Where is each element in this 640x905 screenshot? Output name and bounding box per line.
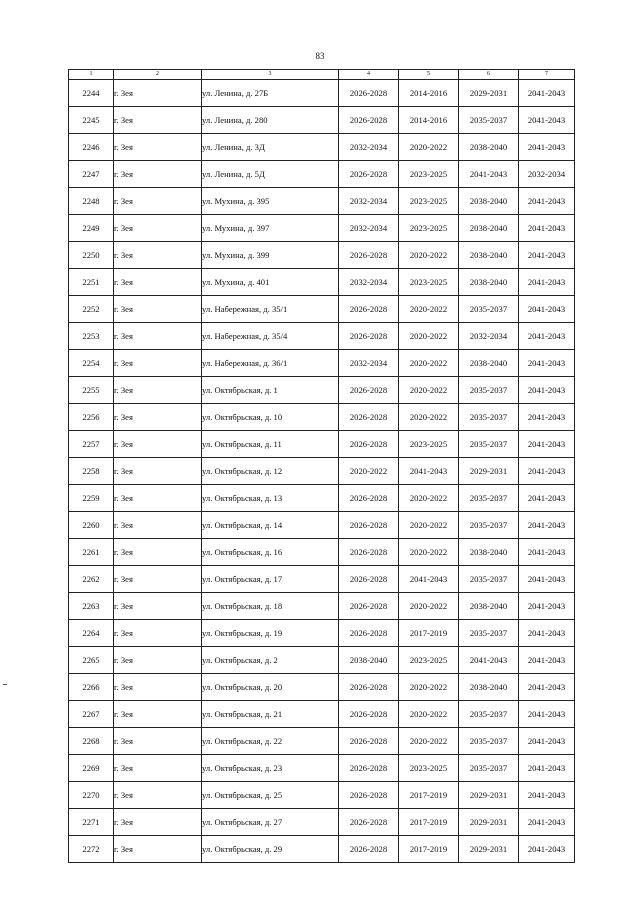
period-cell: 2017-2019 <box>399 782 459 809</box>
period-cell: 2041-2043 <box>519 836 575 863</box>
city-cell: г. Зея <box>114 458 202 485</box>
period-cell: 2041-2043 <box>519 809 575 836</box>
period-cell: 2032-2034 <box>339 134 399 161</box>
address-cell: ул. Мухина, д. 399 <box>202 242 339 269</box>
row-number-cell: 2270 <box>69 782 114 809</box>
address-cell: ул. Октябрьская, д. 16 <box>202 539 339 566</box>
table-row <box>69 404 575 431</box>
row-number-cell: 2251 <box>69 269 114 296</box>
city-cell: г. Зея <box>114 512 202 539</box>
table-row <box>69 107 575 134</box>
period-cell: 2020-2022 <box>399 377 459 404</box>
period-cell: 2035-2037 <box>459 377 519 404</box>
period-cell: 2041-2043 <box>519 377 575 404</box>
period-cell: 2041-2043 <box>519 323 575 350</box>
table-row <box>69 836 575 863</box>
period-cell: 2026-2028 <box>339 674 399 701</box>
period-cell: 2026-2028 <box>339 755 399 782</box>
period-cell: 2026-2028 <box>339 377 399 404</box>
column-number: 5 <box>399 70 459 80</box>
period-cell: 2041-2043 <box>519 620 575 647</box>
address-cell: ул. Октябрьская, д. 22 <box>202 728 339 755</box>
period-cell: 2041-2043 <box>399 566 459 593</box>
address-cell: ул. Ленина, д. 3Д <box>202 134 339 161</box>
period-cell: 2041-2043 <box>519 539 575 566</box>
period-cell: 2029-2031 <box>459 458 519 485</box>
city-cell: г. Зея <box>114 620 202 647</box>
period-cell: 2041-2043 <box>519 728 575 755</box>
period-cell: 2041-2043 <box>519 242 575 269</box>
period-cell: 2038-2040 <box>459 215 519 242</box>
period-cell: 2038-2040 <box>459 188 519 215</box>
period-cell: 2026-2028 <box>339 809 399 836</box>
period-cell: 2035-2037 <box>459 107 519 134</box>
period-cell: 2026-2028 <box>339 728 399 755</box>
address-cell: ул. Октябрьская, д. 25 <box>202 782 339 809</box>
row-number-cell: 2255 <box>69 377 114 404</box>
address-cell: ул. Октябрьская, д. 20 <box>202 674 339 701</box>
period-cell: 2026-2028 <box>339 80 399 107</box>
table-row <box>69 485 575 512</box>
row-number-cell: 2268 <box>69 728 114 755</box>
city-cell: г. Зея <box>114 809 202 836</box>
period-cell: 2038-2040 <box>459 539 519 566</box>
period-cell: 2041-2043 <box>519 485 575 512</box>
period-cell: 2020-2022 <box>399 593 459 620</box>
table-row <box>69 755 575 782</box>
column-number: 1 <box>69 70 114 80</box>
table-row <box>69 782 575 809</box>
table-row <box>69 134 575 161</box>
period-cell: 2026-2028 <box>339 485 399 512</box>
column-number: 2 <box>114 70 202 80</box>
address-cell: ул. Октябрьская, д. 17 <box>202 566 339 593</box>
period-cell: 2035-2037 <box>459 296 519 323</box>
city-cell: г. Зея <box>114 296 202 323</box>
table-row <box>69 188 575 215</box>
table-row <box>69 431 575 458</box>
city-cell: г. Зея <box>114 485 202 512</box>
period-cell: 2026-2028 <box>339 701 399 728</box>
table-row <box>69 323 575 350</box>
address-cell: ул. Октябрьская, д. 2 <box>202 647 339 674</box>
address-cell: ул. Мухина, д. 397 <box>202 215 339 242</box>
address-cell: ул. Ленина, д. 280 <box>202 107 339 134</box>
city-cell: г. Зея <box>114 593 202 620</box>
period-cell: 2026-2028 <box>339 512 399 539</box>
period-cell: 2023-2025 <box>399 755 459 782</box>
period-cell: 2041-2043 <box>519 782 575 809</box>
row-number-cell: 2264 <box>69 620 114 647</box>
city-cell: г. Зея <box>114 647 202 674</box>
table-row <box>69 269 575 296</box>
period-cell: 2020-2022 <box>399 323 459 350</box>
table-row <box>69 242 575 269</box>
row-number-cell: 2259 <box>69 485 114 512</box>
row-number-cell: 2254 <box>69 350 114 377</box>
city-cell: г. Зея <box>114 701 202 728</box>
address-cell: ул. Набережная, д. 36/1 <box>202 350 339 377</box>
table-row <box>69 377 575 404</box>
table-row <box>69 620 575 647</box>
period-cell: 2023-2025 <box>399 431 459 458</box>
city-cell: г. Зея <box>114 134 202 161</box>
table-row <box>69 728 575 755</box>
city-cell: г. Зея <box>114 107 202 134</box>
city-cell: г. Зея <box>114 431 202 458</box>
city-cell: г. Зея <box>114 566 202 593</box>
row-number-cell: 2267 <box>69 701 114 728</box>
period-cell: 2023-2025 <box>399 647 459 674</box>
address-cell: ул. Октябрьская, д. 27 <box>202 809 339 836</box>
period-cell: 2023-2025 <box>399 161 459 188</box>
city-cell: г. Зея <box>114 728 202 755</box>
period-cell: 2026-2028 <box>339 431 399 458</box>
row-number-cell: 2249 <box>69 215 114 242</box>
address-cell: ул. Октябрьская, д. 21 <box>202 701 339 728</box>
table-row <box>69 161 575 188</box>
table-row <box>69 512 575 539</box>
table-row <box>69 566 575 593</box>
city-cell: г. Зея <box>114 215 202 242</box>
table-row <box>69 674 575 701</box>
period-cell: 2032-2034 <box>339 215 399 242</box>
address-cell: ул. Октябрьская, д. 18 <box>202 593 339 620</box>
city-cell: г. Зея <box>114 188 202 215</box>
city-cell: г. Зея <box>114 674 202 701</box>
period-cell: 2032-2034 <box>519 161 575 188</box>
period-cell: 2014-2016 <box>399 107 459 134</box>
city-cell: г. Зея <box>114 539 202 566</box>
period-cell: 2020-2022 <box>399 296 459 323</box>
row-number-cell: 2266 <box>69 674 114 701</box>
address-cell: ул. Мухина, д. 401 <box>202 269 339 296</box>
period-cell: 2014-2016 <box>399 80 459 107</box>
period-cell: 2029-2031 <box>459 80 519 107</box>
page-number: 83 <box>315 51 325 61</box>
row-number-cell: 2269 <box>69 755 114 782</box>
row-number-cell: 2265 <box>69 647 114 674</box>
period-cell: 2026-2028 <box>339 323 399 350</box>
address-cell: ул. Мухина, д. 395 <box>202 188 339 215</box>
period-cell: 2038-2040 <box>459 134 519 161</box>
table-row <box>69 296 575 323</box>
period-cell: 2020-2022 <box>399 512 459 539</box>
period-cell: 2041-2043 <box>519 404 575 431</box>
table-row <box>69 215 575 242</box>
address-cell: ул. Набережная, д. 35/1 <box>202 296 339 323</box>
period-cell: 2041-2043 <box>519 80 575 107</box>
period-cell: 2032-2034 <box>339 350 399 377</box>
city-cell: г. Зея <box>114 782 202 809</box>
period-cell: 2041-2043 <box>459 161 519 188</box>
period-cell: 2035-2037 <box>459 620 519 647</box>
table-row <box>69 593 575 620</box>
period-cell: 2041-2043 <box>519 755 575 782</box>
row-number-cell: 2252 <box>69 296 114 323</box>
period-cell: 2029-2031 <box>459 836 519 863</box>
address-cell: ул. Октябрьская, д. 23 <box>202 755 339 782</box>
address-cell: ул. Октябрьская, д. 14 <box>202 512 339 539</box>
period-cell: 2041-2043 <box>519 107 575 134</box>
period-cell: 2032-2034 <box>339 269 399 296</box>
period-cell: 2038-2040 <box>459 350 519 377</box>
period-cell: 2026-2028 <box>339 782 399 809</box>
period-cell: 2041-2043 <box>519 350 575 377</box>
period-cell: 2041-2043 <box>459 647 519 674</box>
city-cell: г. Зея <box>114 323 202 350</box>
period-cell: 2020-2022 <box>399 485 459 512</box>
city-cell: г. Зея <box>114 836 202 863</box>
period-cell: 2023-2025 <box>399 188 459 215</box>
city-cell: г. Зея <box>114 755 202 782</box>
row-number-cell: 2245 <box>69 107 114 134</box>
period-cell: 2041-2043 <box>519 296 575 323</box>
period-cell: 2026-2028 <box>339 620 399 647</box>
address-cell: ул. Октябрьская, д. 13 <box>202 485 339 512</box>
period-cell: 2020-2022 <box>339 458 399 485</box>
period-cell: 2017-2019 <box>399 809 459 836</box>
period-cell: 2026-2028 <box>339 593 399 620</box>
table-row <box>69 701 575 728</box>
period-cell: 2035-2037 <box>459 566 519 593</box>
table-body <box>69 70 575 863</box>
period-cell: 2035-2037 <box>459 728 519 755</box>
table-row <box>69 80 575 107</box>
row-number-cell: 2260 <box>69 512 114 539</box>
period-cell: 2038-2040 <box>459 242 519 269</box>
table-row <box>69 809 575 836</box>
period-cell: 2035-2037 <box>459 701 519 728</box>
period-cell: 2026-2028 <box>339 404 399 431</box>
city-cell: г. Зея <box>114 242 202 269</box>
table-row <box>69 647 575 674</box>
row-number-cell: 2263 <box>69 593 114 620</box>
period-cell: 2026-2028 <box>339 836 399 863</box>
city-cell: г. Зея <box>114 269 202 296</box>
period-cell: 2020-2022 <box>399 242 459 269</box>
period-cell: 2032-2034 <box>459 323 519 350</box>
period-cell: 2020-2022 <box>399 350 459 377</box>
period-cell: 2035-2037 <box>459 512 519 539</box>
address-cell: ул. Октябрьская, д. 1 <box>202 377 339 404</box>
address-cell: ул. Октябрьская, д. 11 <box>202 431 339 458</box>
row-number-cell: 2256 <box>69 404 114 431</box>
table-row <box>69 350 575 377</box>
row-number-cell: 2244 <box>69 80 114 107</box>
period-cell: 2041-2043 <box>519 512 575 539</box>
period-cell: 2032-2034 <box>339 188 399 215</box>
period-cell: 2041-2043 <box>519 431 575 458</box>
address-cell: ул. Октябрьская, д. 29 <box>202 836 339 863</box>
period-cell: 2020-2022 <box>399 701 459 728</box>
address-cell: ул. Октябрьская, д. 12 <box>202 458 339 485</box>
period-cell: 2029-2031 <box>459 782 519 809</box>
city-cell: г. Зея <box>114 404 202 431</box>
period-cell: 2038-2040 <box>459 674 519 701</box>
column-number: 3 <box>202 70 339 80</box>
period-cell: 2038-2040 <box>339 647 399 674</box>
period-cell: 2026-2028 <box>339 539 399 566</box>
period-cell: 2041-2043 <box>519 647 575 674</box>
period-cell: 2035-2037 <box>459 755 519 782</box>
period-cell: 2041-2043 <box>519 674 575 701</box>
address-cell: ул. Набережная, д. 35/4 <box>202 323 339 350</box>
table-row <box>69 458 575 485</box>
period-cell: 2041-2043 <box>519 215 575 242</box>
period-cell: 2041-2043 <box>399 458 459 485</box>
period-cell: 2029-2031 <box>459 809 519 836</box>
table-row <box>69 539 575 566</box>
period-cell: 2026-2028 <box>339 107 399 134</box>
period-cell: 2041-2043 <box>519 566 575 593</box>
row-number-cell: 2258 <box>69 458 114 485</box>
period-cell: 2041-2043 <box>519 701 575 728</box>
period-cell: 2041-2043 <box>519 188 575 215</box>
period-cell: 2038-2040 <box>459 593 519 620</box>
period-cell: 2038-2040 <box>459 269 519 296</box>
period-cell: 2041-2043 <box>519 269 575 296</box>
period-cell: 2026-2028 <box>339 161 399 188</box>
scan-mark <box>3 684 7 685</box>
period-cell: 2020-2022 <box>399 134 459 161</box>
period-cell: 2023-2025 <box>399 269 459 296</box>
city-cell: г. Зея <box>114 377 202 404</box>
period-cell: 2026-2028 <box>339 242 399 269</box>
address-cell: ул. Ленина, д. 5Д <box>202 161 339 188</box>
period-cell: 2026-2028 <box>339 296 399 323</box>
row-number-cell: 2257 <box>69 431 114 458</box>
row-number-cell: 2253 <box>69 323 114 350</box>
period-cell: 2035-2037 <box>459 404 519 431</box>
row-number-cell: 2261 <box>69 539 114 566</box>
period-cell: 2041-2043 <box>519 458 575 485</box>
column-number: 6 <box>459 70 519 80</box>
period-cell: 2020-2022 <box>399 674 459 701</box>
column-number: 7 <box>519 70 575 80</box>
city-cell: г. Зея <box>114 161 202 188</box>
period-cell: 2017-2019 <box>399 620 459 647</box>
row-number-cell: 2248 <box>69 188 114 215</box>
city-cell: г. Зея <box>114 80 202 107</box>
column-number: 4 <box>339 70 399 80</box>
period-cell: 2020-2022 <box>399 404 459 431</box>
row-number-cell: 2272 <box>69 836 114 863</box>
period-cell: 2020-2022 <box>399 539 459 566</box>
period-cell: 2023-2025 <box>399 215 459 242</box>
row-number-cell: 2250 <box>69 242 114 269</box>
period-cell: 2041-2043 <box>519 593 575 620</box>
row-number-cell: 2246 <box>69 134 114 161</box>
address-cell: ул. Октябрьская, д. 10 <box>202 404 339 431</box>
period-cell: 2035-2037 <box>459 431 519 458</box>
period-cell: 2026-2028 <box>339 566 399 593</box>
address-cell: ул. Октябрьская, д. 19 <box>202 620 339 647</box>
period-cell: 2017-2019 <box>399 836 459 863</box>
period-cell: 2020-2022 <box>399 728 459 755</box>
city-cell: г. Зея <box>114 350 202 377</box>
period-cell: 2035-2037 <box>459 485 519 512</box>
address-cell: ул. Ленина, д. 27Б <box>202 80 339 107</box>
period-cell: 2041-2043 <box>519 134 575 161</box>
row-number-cell: 2247 <box>69 161 114 188</box>
column-number-row <box>69 70 575 80</box>
row-number-cell: 2271 <box>69 809 114 836</box>
registry-table <box>68 69 575 863</box>
row-number-cell: 2262 <box>69 566 114 593</box>
